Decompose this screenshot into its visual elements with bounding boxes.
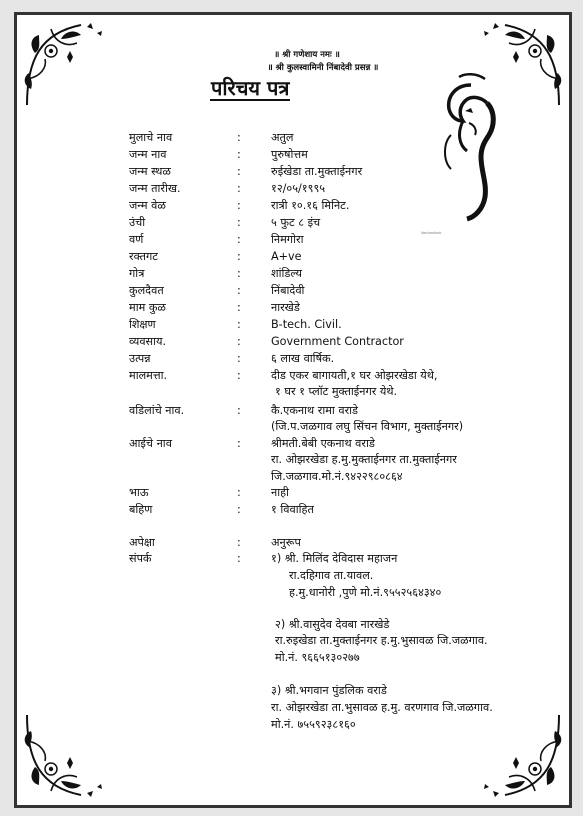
field-label: मुलाचे नाव — [129, 131, 173, 144]
field-value: Government Contractor — [271, 335, 404, 348]
field-label: वडिलांचे नाव. — [129, 404, 185, 417]
field-colon: : — [237, 233, 241, 246]
field-value-continuation: जि.जळगाव.मो.नं.९४२२९८०८६४ — [271, 470, 403, 483]
field-value: B-tech. Civil. — [271, 318, 342, 331]
floral-corner-bottom-left — [21, 711, 111, 801]
field-colon: : — [237, 369, 241, 382]
field-colon: : — [237, 165, 241, 178]
field-value: १) श्री. मिलिंद देविदास महाजन — [271, 552, 398, 565]
field-label: उंची — [129, 216, 146, 229]
field-colon: : — [237, 335, 241, 348]
field-value: निमगोरा — [271, 233, 304, 246]
field-label: गोत्र — [129, 267, 145, 280]
invocation-ganesha: ॥ श्री गणेशाय नमः ॥ — [274, 50, 340, 60]
contact-2-name: २) श्री.वासुदेव देवबा नारखेडे — [275, 618, 390, 631]
field-value: अनुरूप — [271, 536, 301, 549]
contact-1-phone: ह.मु.धानोरी ,पुणे मो.नं.९५५२५६४३४० — [289, 586, 442, 599]
field-value: १ विवाहित — [271, 503, 314, 516]
floral-ornament-icon — [475, 711, 565, 801]
contact-3-name: ३) श्री.भगवान पुंडलिक वराडे — [271, 684, 387, 697]
contact-3-address: रा. ओझरखेडा ता.भुसावळ ह.मु. वरणगाव जि.जळगाव. — [271, 701, 493, 714]
field-label: जन्म नाव — [129, 148, 167, 161]
field-colon: : — [237, 404, 241, 417]
field-label: वर्ण — [129, 233, 144, 246]
field-label: आईचे नाव — [129, 437, 172, 450]
field-label: शिक्षण — [129, 318, 156, 331]
floral-corner-bottom-right — [475, 711, 565, 801]
contact-1-address: रा.दहिगाव ता.यावल. — [289, 569, 374, 582]
field-label: बहिण — [129, 503, 153, 516]
field-value: दीड एकर बागायती,१ घर ओझरखेडा येथे, — [271, 369, 438, 382]
biodata-page — [14, 12, 572, 808]
field-value: अतुल — [271, 131, 294, 144]
field-label: माम कुळ — [129, 301, 166, 314]
field-value: ६ लाख वार्षिक. — [271, 352, 335, 365]
field-label: उत्पन्न — [129, 352, 151, 365]
field-value: पुरुषोत्तम — [271, 148, 308, 161]
field-value: श्रीमती.बेबी एकनाथ वराडे — [271, 437, 375, 450]
field-colon: : — [237, 284, 241, 297]
field-colon: : — [237, 486, 241, 499]
field-colon: : — [237, 318, 241, 331]
field-value: शांडिल्य — [271, 267, 302, 280]
field-label: जन्म स्थळ — [129, 165, 171, 178]
invocation-kuldevi: ॥ श्री कुलस्वामिनी निंबादेवी प्रसन्न ॥ — [267, 63, 379, 73]
field-colon: : — [237, 216, 241, 229]
field-value-continuation: (जि.प.जळगाव लघु सिंचन विभाग, मुक्ताईनगर) — [271, 420, 464, 433]
contact-2-address: रा.रुइखेडा ता.मुक्ताईनगर ह.मु.भुसावळ जि.जळगाव. — [275, 634, 488, 647]
field-colon: : — [237, 182, 241, 195]
floral-ornament-icon — [21, 711, 111, 801]
field-colon: : — [237, 267, 241, 280]
field-label: व्यवसाय. — [129, 335, 167, 348]
field-value: १२/०५/१९९५ — [271, 182, 326, 195]
image-caption: Vectorstock — [421, 231, 442, 235]
field-value: निंबादेवी — [271, 284, 305, 297]
field-label: संपर्क — [129, 552, 152, 565]
field-colon: : — [237, 352, 241, 365]
field-label: जन्म तारीख. — [129, 182, 181, 195]
field-value: कै.एकनाथ रामा वराडे — [271, 404, 359, 417]
field-colon: : — [237, 503, 241, 516]
field-colon: : — [237, 148, 241, 161]
field-label: रक्तगट — [129, 250, 158, 263]
field-colon: : — [237, 131, 241, 144]
field-colon: : — [237, 437, 241, 450]
field-colon: : — [237, 301, 241, 314]
field-label: मालमत्ता. — [129, 369, 168, 382]
field-label: अपेक्षा — [129, 536, 155, 549]
page-title: परिचय पत्र — [211, 76, 290, 100]
field-value: A+ve — [271, 250, 302, 263]
field-value: रात्री १०.१६ मिनिट. — [271, 199, 350, 212]
field-value-continuation: १ घर १ प्लॉट मुक्ताईनगर येथे. — [275, 385, 398, 398]
field-value-continuation: रा. ओझरखेडा ह.मु.मुक्ताईनगर ता.मुक्ताईनगर — [271, 453, 457, 466]
field-colon: : — [237, 199, 241, 212]
field-value: नारखेडे — [271, 301, 300, 314]
field-colon: : — [237, 552, 241, 565]
field-colon: : — [237, 536, 241, 549]
contact-3-phone: मो.नं. ७५५९२३८१६० — [271, 718, 356, 731]
field-label: जन्म वेळ — [129, 199, 166, 212]
contact-2-phone: मो.नं. ९६६५१३०२७७ — [275, 651, 360, 664]
ganesha-illustration — [429, 71, 507, 231]
field-value: ५ फुट ८ इंच — [271, 216, 321, 229]
field-colon: : — [237, 250, 241, 263]
ganesha-icon — [429, 71, 507, 231]
field-value: नाही — [271, 486, 289, 499]
field-label: कुलदैवत — [129, 284, 164, 297]
field-label: भाऊ — [129, 486, 149, 499]
field-value: रुईखेडा ता.मुक्ताईनगर — [271, 165, 363, 178]
